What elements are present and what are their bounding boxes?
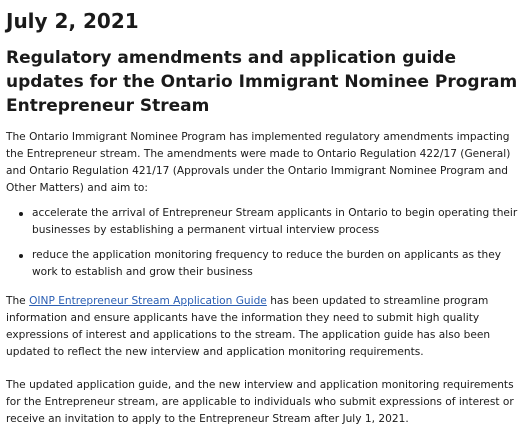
closing-paragraph: The updated application guide, and the new interview and application monitoring requirements for the Entrepreneur stream, are applicable to individuals who submit expressions of interest or receive an invitation to apply to the Entrepreneur Stream after July 1, 2021. bbox=[6, 379, 514, 425]
guide-paragraph-suffix: has been updated to streamline program information and ensure applicants have the information they need to submit high quality expressions of interest and applications to the stream. The application guide has also been updated to reflect the new interview and application monitoring requirements. bbox=[6, 295, 491, 358]
list-item bbox=[26, 205, 524, 239]
list-item-text: accelerate the arrival of Entrepreneur Stream applicants in Ontario to begin operating their businesses by establishing a permanent virtual interview process bbox=[32, 207, 518, 236]
guide-paragraph bbox=[6, 293, 524, 361]
bullet-icon bbox=[19, 212, 23, 216]
article-title: Regulatory amendments and application guide updates for the Ontario Immigrant Nominee Program Entrepreneur Stream bbox=[6, 48, 518, 116]
list-item bbox=[26, 247, 524, 281]
guide-paragraph-prefix: The bbox=[6, 295, 30, 307]
intro-paragraph: The Ontario Immigrant Nominee Program has implemented regulatory amendments impacting the Entrepreneur stream. The amendments were made to Ontario Regulation 422/17 (General) and Ontario Regulation 421/17 (Approvals under the Ontario Immigrant Nominee Program and Other Matters) and aim to: bbox=[6, 131, 511, 194]
article-date: July 2, 2021 bbox=[6, 9, 139, 33]
application-guide-link[interactable]: OINP Entrepreneur Stream Application Guide bbox=[29, 295, 267, 307]
aims-list bbox=[6, 205, 524, 281]
list-item-text: reduce the application monitoring frequency to reduce the burden on applicants as they work to establish and grow their business bbox=[32, 249, 502, 278]
bullet-icon bbox=[19, 254, 23, 258]
